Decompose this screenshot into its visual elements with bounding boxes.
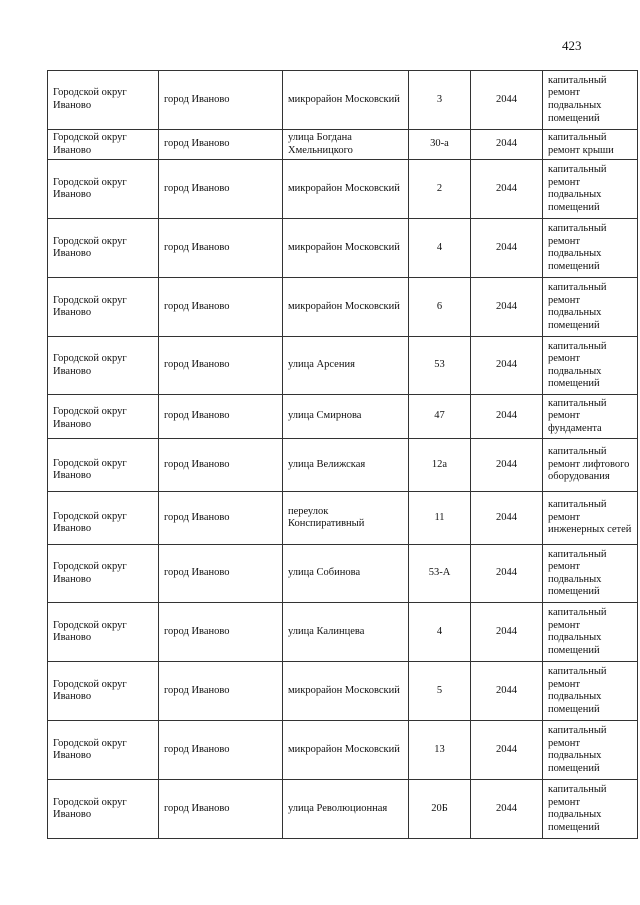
table-row [48,603,638,662]
table-row [48,439,638,492]
street-cell: улица Богдана Хмельницкого [283,130,409,160]
house-number-cell: 3 [409,71,471,130]
street-cell: микрорайон Московский [283,721,409,780]
year-cell: 2044 [471,662,543,721]
locality-cell: город Иваново [159,278,283,337]
year-cell: 2044 [471,545,543,603]
table-row [48,160,638,219]
table-row [48,130,638,160]
year-cell: 2044 [471,395,543,439]
street-cell: переулок Конспиративный [283,492,409,545]
house-number-cell: 11 [409,492,471,545]
street-cell: микрорайон Московский [283,160,409,219]
table-row [48,780,638,839]
table-row [48,395,638,439]
street-cell: улица Собинова [283,545,409,603]
year-cell: 2044 [471,278,543,337]
year-cell: 2044 [471,337,543,395]
street-cell: микрорайон Московский [283,71,409,130]
municipality-cell: Городской округ Иваново [48,71,159,130]
street-cell: улица Революционная [283,780,409,839]
locality-cell: город Иваново [159,395,283,439]
municipality-cell: Городской округ Иваново [48,395,159,439]
municipality-cell: Городской округ Иваново [48,130,159,160]
table-row [48,721,638,780]
locality-cell: город Иваново [159,71,283,130]
municipality-cell: Городской округ Иваново [48,337,159,395]
work-type-cell: капитальный ремонт подвальных помещений [543,721,638,780]
work-type-cell: капитальный ремонт подвальных помещений [543,71,638,130]
work-type-cell: капитальный ремонт подвальных помещений [543,337,638,395]
municipality-cell: Городской округ Иваново [48,662,159,721]
table-row [48,219,638,278]
year-cell: 2044 [471,439,543,492]
table-row [48,492,638,545]
year-cell: 2044 [471,130,543,160]
page-number: 423 [562,38,582,53]
year-cell: 2044 [471,160,543,219]
street-cell: улица Велижская [283,439,409,492]
locality-cell: город Иваново [159,160,283,219]
street-cell: улица Арсения [283,337,409,395]
house-number-cell: 4 [409,603,471,662]
house-number-cell: 47 [409,395,471,439]
year-cell: 2044 [471,780,543,839]
house-number-cell: 20Б [409,780,471,839]
work-type-cell: капитальный ремонт фундамента [543,395,638,439]
municipality-cell: Городской округ Иваново [48,721,159,780]
work-type-cell: капитальный ремонт подвальных помещений [543,160,638,219]
house-number-cell: 13 [409,721,471,780]
locality-cell: город Иваново [159,662,283,721]
locality-cell: город Иваново [159,219,283,278]
locality-cell: город Иваново [159,721,283,780]
house-number-cell: 53 [409,337,471,395]
table-row [48,278,638,337]
year-cell: 2044 [471,71,543,130]
locality-cell: город Иваново [159,337,283,395]
municipality-cell: Городской округ Иваново [48,603,159,662]
house-number-cell: 5 [409,662,471,721]
locality-cell: город Иваново [159,603,283,662]
work-type-cell: капитальный ремонт подвальных помещений [543,278,638,337]
locality-cell: город Иваново [159,130,283,160]
work-type-cell: капитальный ремонт подвальных помещений [543,545,638,603]
house-number-cell: 12а [409,439,471,492]
house-number-cell: 6 [409,278,471,337]
year-cell: 2044 [471,219,543,278]
municipality-cell: Городской округ Иваново [48,780,159,839]
locality-cell: город Иваново [159,439,283,492]
work-type-cell: капитальный ремонт инженерных сетей [543,492,638,545]
municipality-cell: Городской округ Иваново [48,278,159,337]
house-number-cell: 2 [409,160,471,219]
municipality-cell: Городской округ Иваново [48,219,159,278]
locality-cell: город Иваново [159,492,283,545]
locality-cell: город Иваново [159,545,283,603]
street-cell: улица Калинцева [283,603,409,662]
work-type-cell: капитальный ремонт лифтового оборудования [543,439,638,492]
year-cell: 2044 [471,492,543,545]
locality-cell: город Иваново [159,780,283,839]
street-cell: улица Смирнова [283,395,409,439]
work-type-cell: капитальный ремонт крыши [543,130,638,160]
house-number-cell: 30-а [409,130,471,160]
table-row [48,545,638,603]
year-cell: 2044 [471,603,543,662]
work-type-cell: капитальный ремонт подвальных помещений [543,603,638,662]
street-cell: микрорайон Московский [283,278,409,337]
municipality-cell: Городской округ Иваново [48,492,159,545]
house-number-cell: 53-А [409,545,471,603]
municipality-cell: Городской округ Иваново [48,439,159,492]
work-type-cell: капитальный ремонт подвальных помещений [543,780,638,839]
street-cell: микрорайон Московский [283,219,409,278]
work-type-cell: капитальный ремонт подвальных помещений [543,662,638,721]
municipality-cell: Городской округ Иваново [48,545,159,603]
street-cell: микрорайон Московский [283,662,409,721]
municipality-cell: Городской округ Иваново [48,160,159,219]
table-row [48,71,638,130]
house-number-cell: 4 [409,219,471,278]
table-row [48,662,638,721]
year-cell: 2044 [471,721,543,780]
repair-schedule-table [47,70,638,839]
work-type-cell: капитальный ремонт подвальных помещений [543,219,638,278]
table-row [48,337,638,395]
